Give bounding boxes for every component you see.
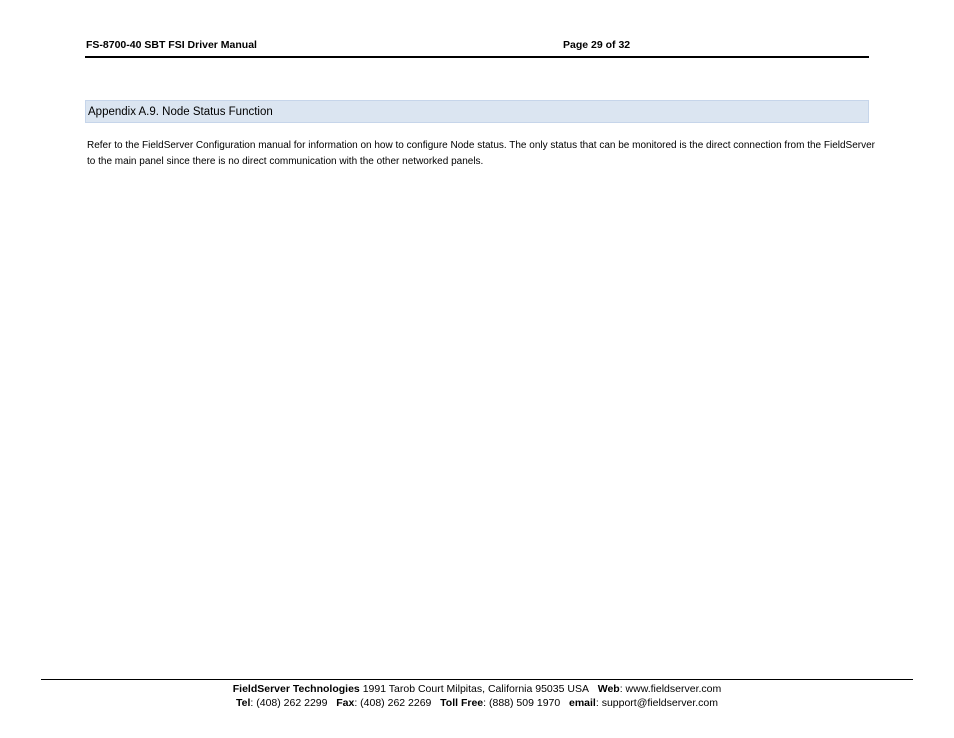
footer-email-label: email [569,697,596,709]
footer-tollfree-label: Toll Free [440,697,484,709]
page-number: Page 29 of 32 [563,39,631,51]
footer-web-link[interactable]: www.fieldserver.com [625,683,722,695]
footer-email-link[interactable]: support@fieldserver.com [601,697,718,709]
footer-company: FieldServer Technologies [232,683,360,695]
footer-tel-label: Tel [235,697,251,709]
section-heading: Appendix A.9. Node Status Function [85,100,869,123]
footer [0,682,954,710]
document-title: FS-8700-40 SBT FSI Driver Manual [86,39,257,51]
footer-fax-label: Fax [336,697,355,709]
header-divider [85,56,869,58]
footer-fax: (408) 262 2269 [360,697,432,709]
footer-divider [41,679,913,680]
footer-line-2: Tel: (408) 262 2299 Fax: (408) 262 2269 Toll Free: (888) 509 1970 email: support@fieldserver.com [235,697,718,709]
footer-tollfree: (888) 509 1970 [489,697,561,709]
footer-address: 1991 Tarob Court Milpitas, California 95035 USA [362,683,589,695]
section-body-text: Refer to the FieldServer Configuration manual for information on how to configure Node status. The only status that can be monitored is the direct connection from the FieldServer to the main panel since there is no direct communication with the other networked panels. [87,140,876,167]
footer-web-label: Web [597,683,620,695]
footer-line-1: FieldServer Technologies 1991 Tarob Court Milpitas, California 95035 USA Web: www.fieldserver.com [232,683,722,695]
footer-tel: (408) 262 2299 [256,697,328,709]
